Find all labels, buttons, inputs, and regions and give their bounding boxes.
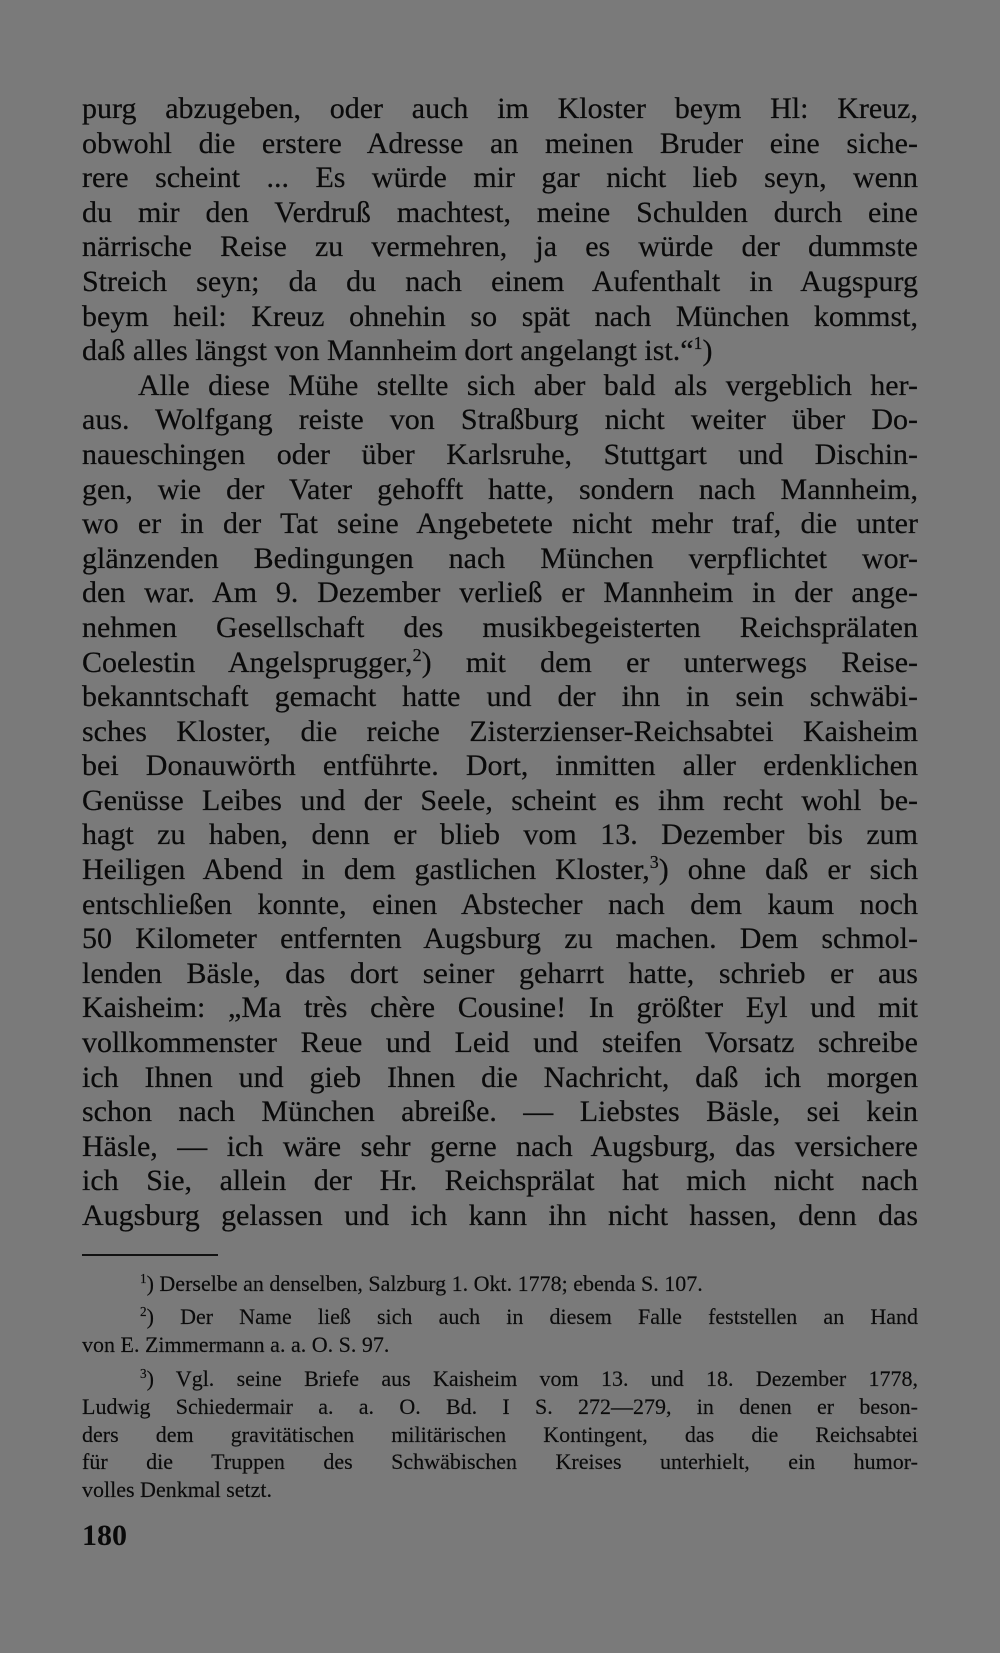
text-line-content: Heiligen Abend in dem gastlichen Kloster, — [82, 853, 650, 887]
book-page — [82, 92, 918, 1510]
footnote-divider — [82, 1254, 218, 1256]
text-line: Augsburg gelassen und ich kann ihn nicht hassen, denn das — [82, 1199, 918, 1232]
page-number: 180 — [82, 1519, 127, 1552]
text-line: Streich seyn; da du nach einem Aufenthalt in Augspurg — [82, 264, 918, 298]
text-line: aus. Wolfgang reiste von Straßburg nicht weiter über Do- — [82, 403, 918, 437]
text-line: wo er in der Tat seine Angebetete nicht mehr traf, die unter — [82, 507, 918, 541]
footnote-marker: 2 — [140, 1304, 147, 1320]
footnote-line: ders dem gravitätischen militärischen Kontingent, das die Reichsabtei — [82, 1421, 918, 1447]
text-line: 50 Kilometer entfernten Augsburg zu machen. Dem schmol- — [82, 922, 918, 956]
footnote-reference: 2 — [412, 644, 422, 665]
text-line-content: daß alles längst von Mannheim dort angelangt ist.“ — [82, 334, 694, 368]
text-line-content: ) mit dem er unterwegs Reise- — [421, 645, 918, 679]
text-line: schon nach München abreiße. — Liebstes Bäsle, sei kein — [82, 1095, 918, 1129]
footnote-reference: 1 — [693, 333, 703, 354]
footnote-line — [82, 1270, 918, 1298]
footnote-line — [82, 1365, 918, 1393]
text-line: lenden Bäsle, das dort seiner geharrt hatte, schrieb er aus — [82, 956, 918, 990]
footnote-1 — [82, 1270, 918, 1298]
text-line-content: ) ohne daß er sich — [658, 853, 918, 887]
body-text — [82, 92, 918, 1234]
text-line: Häsle, — ich wäre sehr gerne nach Augsburg, das versichere — [82, 1129, 918, 1163]
footnote-text: ) Der Name ließ sich auch in diesem Falle feststellen an Hand — [146, 1304, 918, 1330]
text-line-content: Coelestin Angelsprugger, — [82, 645, 413, 679]
footnote-3 — [82, 1365, 918, 1504]
footnote-reference-paren: ) — [702, 334, 713, 368]
text-line: glänzenden Bedingungen nach München verpflichtet wor- — [82, 541, 918, 575]
text-line: vollkommenster Reue und Leid und steifen Vorsatz schreibe — [82, 1026, 918, 1060]
text-line: purg abzugeben, oder auch im Kloster beym Hl: Kreuz, — [82, 92, 918, 125]
text-line: obwohl die erstere Adresse an meinen Bruder eine siche- — [82, 126, 918, 160]
footnote-line: volles Denkmal setzt. — [82, 1477, 273, 1503]
text-line — [82, 853, 918, 888]
footnote-reference: 3 — [649, 852, 659, 873]
footnote-line: Ludwig Schiedermair a. a. O. Bd. I S. 272—279, in denen er beson- — [82, 1393, 918, 1419]
text-line: rere scheint ... Es würde mir gar nicht lieb seyn, wenn — [82, 161, 918, 195]
text-line: hagt zu haben, denn er blieb vom 13. Dezember bis zum — [82, 818, 918, 852]
footnote-line: von E. Zimmermann a. a. O. S. 97. — [82, 1332, 390, 1358]
text-line: ich Ihnen und gieb Ihnen die Nachricht, daß ich morgen — [82, 1060, 918, 1094]
footnotes — [82, 1270, 918, 1504]
text-line: bekanntschaft gemacht hatte und der ihn in sein schwäbi- — [82, 680, 918, 714]
text-line: Alle diese Mühe stellte sich aber bald als vergeblich her- — [138, 368, 918, 402]
footnote-marker: 3 — [140, 1366, 147, 1382]
text-line: sches Kloster, die reiche Zisterzienser-Reichsabtei Kaisheim — [82, 714, 918, 748]
footnote-text: ) Vgl. seine Briefe aus Kaisheim vom 13. und 18. Dezember 1778, — [146, 1365, 918, 1391]
text-line — [82, 646, 918, 681]
text-line: beym heil: Kreuz ohnehin so spät nach München kommst, — [82, 299, 918, 333]
text-line: bei Donauwörth entführte. Dort, inmitten aller erdenklichen — [82, 749, 918, 783]
text-line: närrische Reise zu vermehren, ja es würde der dummste — [82, 230, 918, 264]
text-line: gen, wie der Vater gehofft hatte, sondern nach Mannheim, — [82, 472, 918, 506]
text-line: du mir den Verdruß machtest, meine Schulden durch eine — [82, 195, 918, 229]
footnote-line — [82, 1303, 918, 1331]
text-line: nehmen Gesellschaft des musikbegeisterten Reichsprälaten — [82, 610, 918, 644]
text-line: den war. Am 9. Dezember verließ er Mannheim in der ange- — [82, 576, 918, 610]
text-line: ich Sie, allein der Hr. Reichsprälat hat mich nicht nach — [82, 1164, 918, 1198]
footnote-2 — [82, 1303, 918, 1359]
text-line: naueschingen oder über Karlsruhe, Stuttgart und Dischin- — [82, 437, 918, 471]
text-line: entschließen konnte, einen Abstecher nach dem kaum noch — [82, 887, 918, 921]
footnote-line: für die Truppen des Schwäbischen Kreises unterhielt, ein humor- — [82, 1449, 918, 1475]
footnote-marker: 1 — [140, 1270, 147, 1286]
text-line — [82, 334, 918, 369]
footnote-text: ) Derselbe an denselben, Salzburg 1. Okt. 1778; ebenda S. 107. — [146, 1270, 703, 1296]
text-line: Kaisheim: „Ma très chère Cousine! In größter Eyl und mit — [82, 991, 918, 1025]
text-line: Genüsse Leibes und der Seele, scheint es ihm recht wohl be- — [82, 783, 918, 817]
